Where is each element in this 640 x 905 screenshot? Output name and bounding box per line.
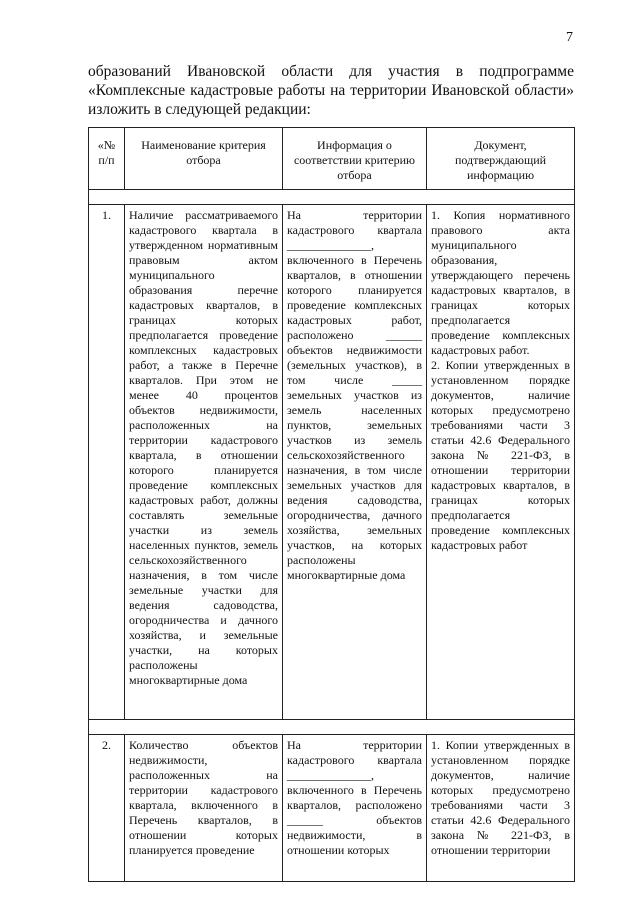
row-2-num: 2. <box>89 735 125 882</box>
row-2-document: 1. Копии утвержденных в установленном порядке документов, наличие которых предусмотрено требованиями части 3 статьи 42.6 Федерального закона № 221-ФЗ, в отношении территории <box>427 735 575 882</box>
page-number: 7 <box>566 30 573 45</box>
table-row <box>89 205 575 720</box>
header-document: Документ, подтверждающий информацию <box>427 128 575 190</box>
intro-paragraph: образований Ивановской области для участия в подпрограмме «Комплексные кадастровые работы на территории Ивановской области» изложить в следующей редакции: <box>88 63 574 118</box>
table-row <box>89 735 575 882</box>
header-num: «№ п/п <box>89 128 125 190</box>
table-gap <box>89 720 575 735</box>
table-gap <box>89 190 575 205</box>
row-1-criterion: Наличие рассматриваемого кадастрового квартала в утвержденном нормативным правовым актом муниципального образования перечне кадастровых кварталов, в границах которых предполагается проведение комплексных кадастровых работ, а также в Перечне кварталов. При этом не менее 40 процентов объектов недвижимости, расположенных на территории кадастрового квартала, в отношении которого планируется проведение комплексных кадастровых работ, должны составлять земельные участки из земель населенных пунктов, земель сельскохозяйственного назначения, в том числе земельные участки для ведения садоводства, огородничества и дачного хозяйства, и земельные участки, на которых расположены многоквартирные дома <box>125 205 283 720</box>
row-2-criterion: Количество объектов недвижимости, расположенных на территории кадастрового квартала, включенного в Перечень кварталов, в отношении которых планируется проведение <box>125 735 283 882</box>
row-1-num: 1. <box>89 205 125 720</box>
row-1-document: 1. Копия нормативного правового акта муниципального образования, утверждающего перечень кадастровых кварталов, в границах которых предполагается проведение комплексных кадастровых работ. 2. Копии утвержденных в установленном порядке документов, наличие которых предусмотрено требованиями части 3 статьи 42.6 Федерального закона № 221-ФЗ, в отношении территории кадастровых кварталов, в границах которых предполагается проведение комплексных кадастровых работ <box>427 205 575 720</box>
row-1-info: На территории кадастрового квартала ______________, включенного в Перечень кварталов, в отношении которого планируется проведение комплексных кадастровых работ, расположено ______ объектов недвижимости (земельных участков), в том числе _____ земельных участков из земель населенных пунктов, земельных участков из земель сельскохозяйственного назначения, в том числе земельных участков для ведения садоводства, огородничества, дачного хозяйства, земельных участков, на которых расположены многоквартирные дома <box>283 205 427 720</box>
table-header-row <box>89 128 575 190</box>
row-2-info: На территории кадастрового квартала ______________, включенного в Перечень кварталов, расположено ______ объектов недвижимости, в отношении которых <box>283 735 427 882</box>
header-info: Информация о соответствии критерию отбора <box>283 128 427 190</box>
criteria-table <box>88 127 575 882</box>
header-criterion: Наименование критерия отбора <box>125 128 283 190</box>
